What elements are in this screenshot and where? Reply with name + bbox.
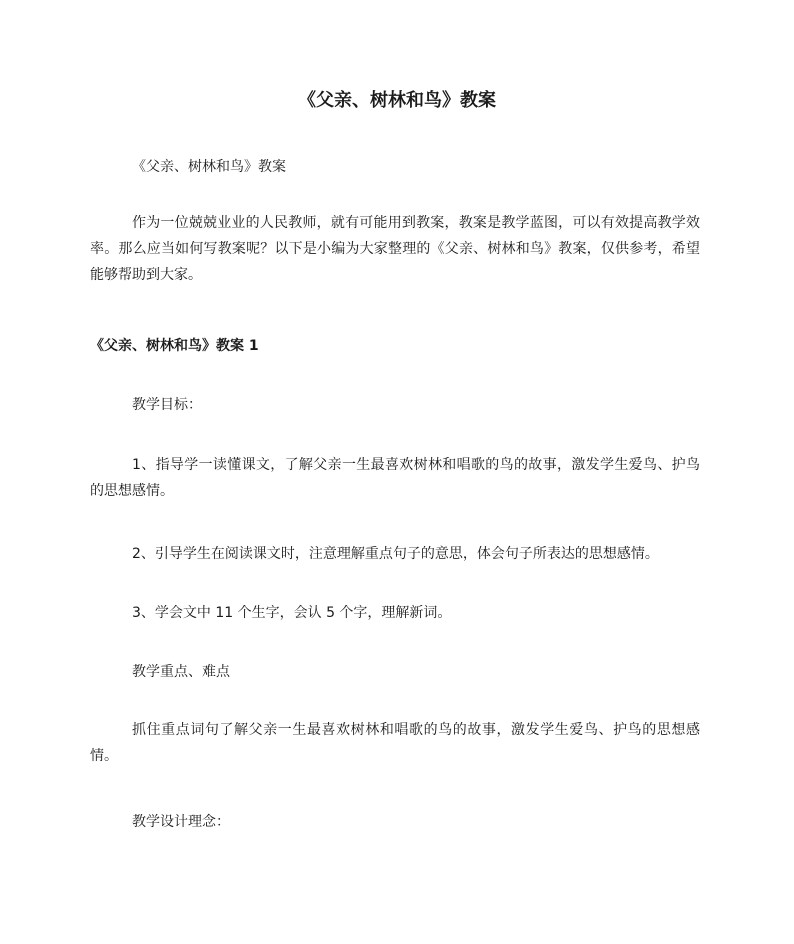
intro-paragraph: 作为一位兢兢业业的人民教师，就有可能用到教案，教案是教学蓝图，可以有效提高教学效率。那么应当如何写教案呢？以下是小编为大家整理的《父亲、树林和鸟》教案，仅供参考，希望能够帮助到大家。 — [90, 215, 700, 283]
subtitle: 《父亲、树林和鸟》教案 — [132, 159, 286, 175]
document-title: 《父亲、树林和鸟》教案 — [298, 90, 496, 111]
goal-item-3: 3、学会文中 11 个生字，会认 5 个字，理解新词。 — [132, 605, 452, 621]
goal-item-2: 2、引导学生在阅读课文时，注意理解重点句子的意思，体会句子所表达的思想感情。 — [132, 546, 659, 562]
goal-label: 教学目标： — [132, 397, 202, 413]
key-points-label: 教学重点、难点 — [132, 664, 230, 680]
key-points-text: 抓住重点词句了解父亲一生最喜欢树林和唱歌的鸟的故事，激发学生爱鸟、护鸟的思想感情。 — [90, 722, 700, 764]
design-concept-label: 教学设计理念： — [132, 814, 230, 830]
goal-item-1: 1、指导学一读懂课文，了解父亲一生最喜欢树林和唱歌的鸟的故事，激发学生爱鸟、护鸟的思想感情。 — [90, 457, 700, 499]
section-heading: 《父亲、树林和鸟》教案 1 — [90, 338, 259, 354]
